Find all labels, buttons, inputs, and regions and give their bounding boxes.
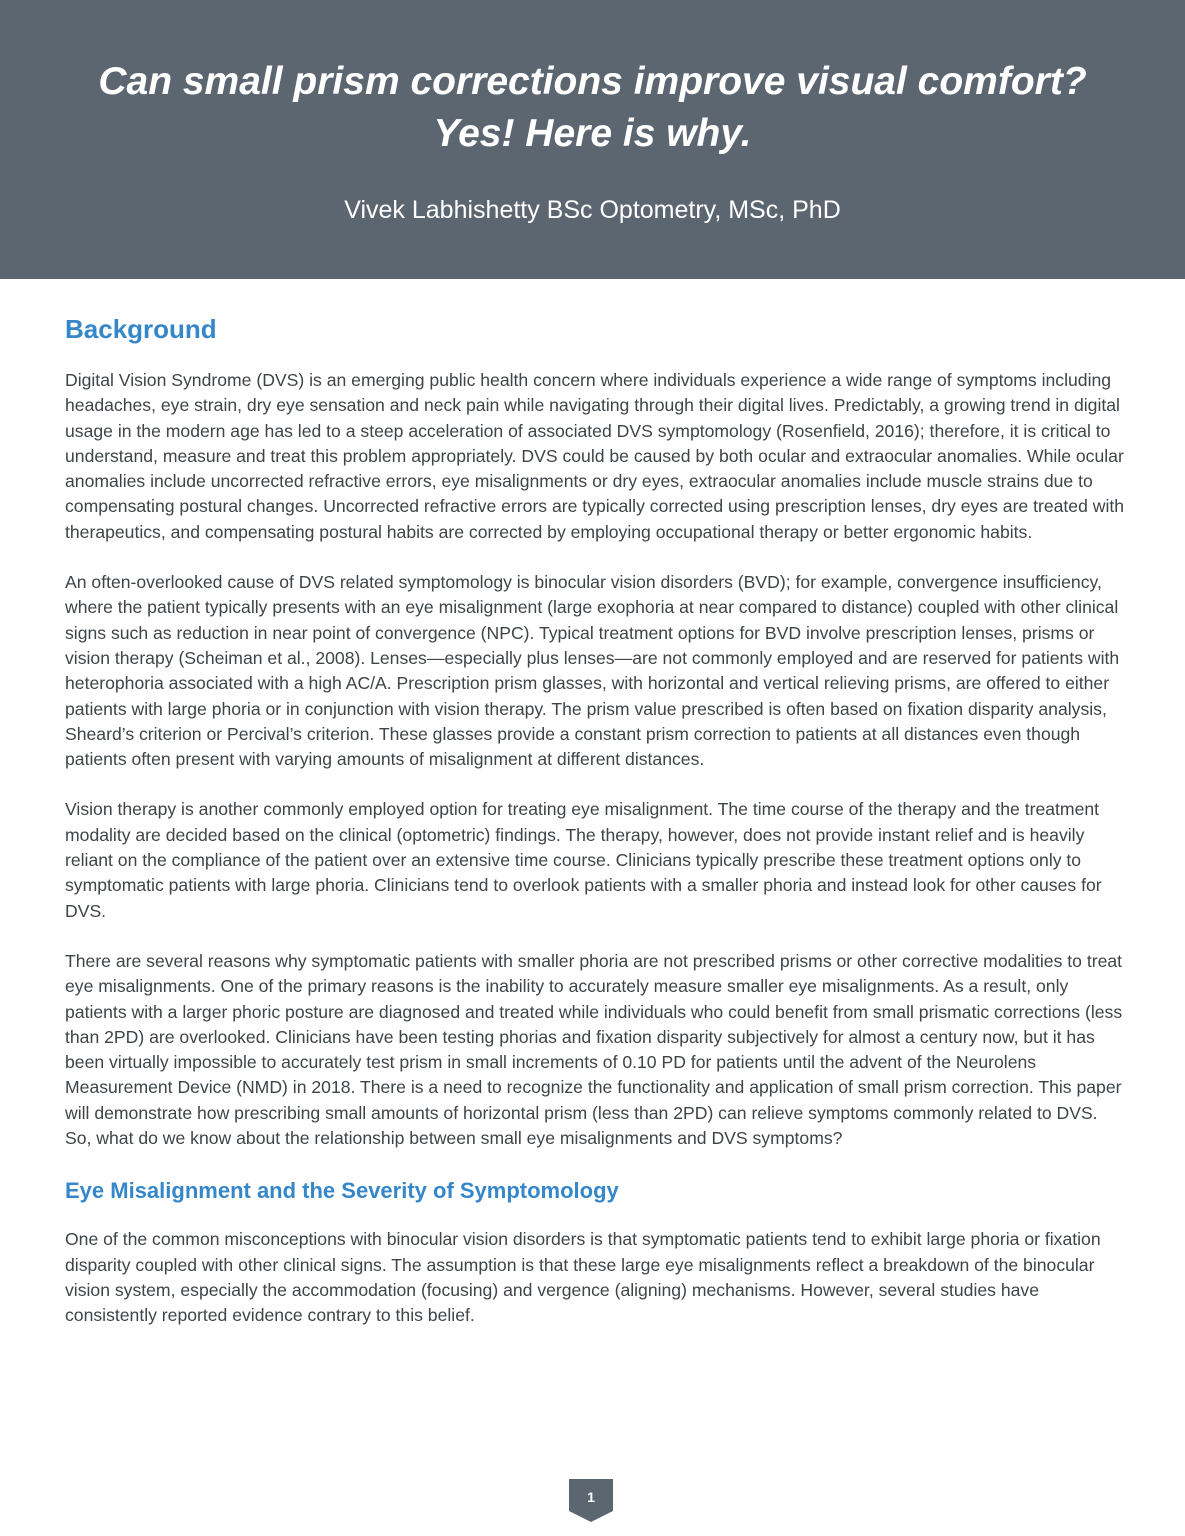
background-paragraph-1: Digital Vision Syndrome (DVS) is an emerging public health concern where individuals experience a wide range of symptoms including headaches, eye strain, dry eye sensation and neck pain while navigating through their digital lives. Predictably, a growing trend in digital usage in the modern age has led to a steep acceleration of associated DVS symptomology (Rosenfield, 2016); therefore, it is critical to understand, measure and treat this problem appropriately. DVS could be caused by both ocular and extraocular anomalies. While ocular anomalies include uncorrected refractive errors, eye misalignments or dry eyes, extraocular anomalies include muscle strains due to compensating postural changes. Uncorrected refractive errors are typically corrected using prescription lenses, dry eyes are treated with therapeutics, and compensating postural habits are corrected by employing occupational therapy or better ergonomic habits. [65,370,1125,542]
title-line-2: Yes! Here is why. [433,112,752,155]
section-heading-background: Background [65,314,217,344]
page-number: 1 [587,1489,595,1505]
section-heading-eye-misalignment: Eye Misalignment and the Severity of Symptomology [65,1178,619,1204]
background-paragraph-4: There are several reasons why symptomatic patients with smaller phoria are not prescribed prisms or other corrective modalities to treat eye misalignments. One of the primary reasons is the inability to accurately measure smaller eye misalignments. As a result, only patients with a larger phoric posture are diagnosed and treated while individuals who could benefit from small prismatic corrections (less than 2PD) are overlooked. Clinicians have been testing phorias and fixation disparity subjectively for almost a century now, but it has been virtually impossible to accurately test prism in small increments of 0.10 PD for patients until the advent of the Neurolens Measurement Device (NMD) in 2018. There is a need to recognize the functionality and application of small prism correction. This paper will demonstrate how prescribing small amounts of horizontal prism (less than 2PD) can relieve symptoms commonly related to DVS. So, what do we know about the relationship between small eye misalignments and DVS symptoms? [65,950,1123,1149]
background-paragraph-3: Vision therapy is another commonly employed option for treating eye misalignment. The time course of the therapy and the treatment modality are decided based on the clinical (optometric) findings. The therapy, however, does not provide instant relief and is heavily reliant on the compliance of the patient over an extensive time course. Clinicians typically prescribe these treatment options only to symptomatic patients with large phoria. Clinicians tend to overlook patients with a smaller phoria and instead look for other causes for DVS. [65,799,1102,921]
page-number-badge [569,1479,613,1522]
document-body [65,311,1125,1354]
eye-misalignment-paragraph-1: One of the common misconceptions with binocular vision disorders is that symptomatic patients tend to exhibit large phoria or fixation disparity coupled with other clinical signs. The assumption is that these large eye misalignments reflect a breakdown of the binocular vision system, especially the accommodation (focusing) and vergence (aligning) mechanisms. However, several studies have consistently reported evidence contrary to this belief. [65,1229,1101,1326]
title-line-1: Can small prism corrections improve visual comfort? [98,60,1087,103]
background-paragraph-2: An often-overlooked cause of DVS related symptomology is binocular vision disorders (BVD); for example, convergence insufficiency, where the patient typically presents with an eye misalignment (large exophoria at near compared to distance) coupled with other clinical signs such as reduction in near point of convergence (NPC). Typical treatment options for BVD involve prescription lenses, prisms or vision therapy (Scheiman et al., 2008). Lenses—especially plus lenses—are not commonly employed and are reserved for patients with heterophoria associated with a high AC/A. Prescription prism glasses, with horizontal and vertical relieving prisms, are offered to either patients with large phoria or in conjunction with vision therapy. The prism value prescribed is often based on fixation disparity analysis, Sheard’s criterion or Percival’s criterion. These glasses provide a constant prism correction to patients at all distances even though patients often present with varying amounts of misalignment at different distances. [65,572,1120,770]
title-banner [0,0,1185,279]
author-line: Vivek Labhishetty BSc Optometry, MSc, PhD [344,196,841,224]
document-title [0,56,1185,160]
